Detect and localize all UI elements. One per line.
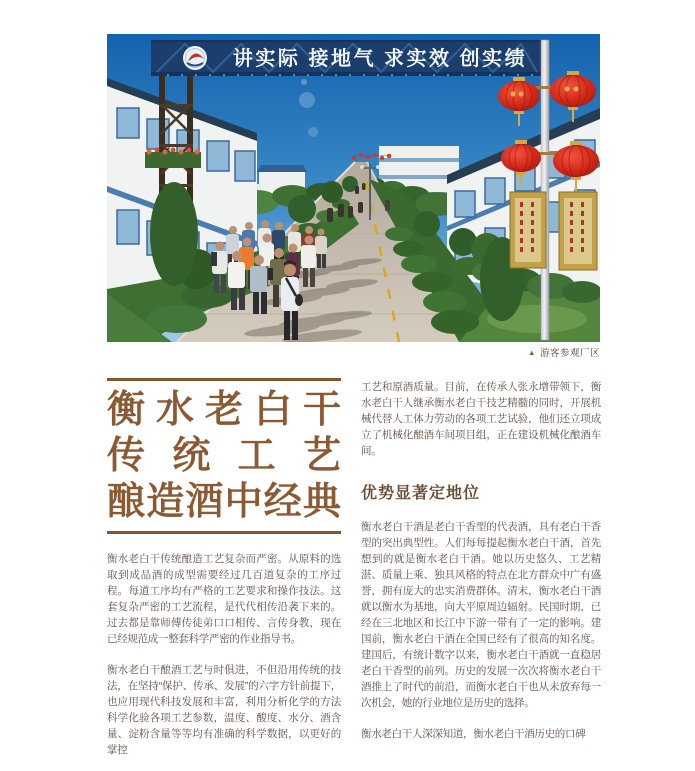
title-rule-top (107, 378, 341, 381)
title-line-3: 酿造酒中经典 (107, 481, 341, 523)
right-paragraph-top: 工艺和原酒质量。目前，在传承人张永增带领下，衡水老白干人继承衡水老白干技艺精髓的同时，开展机械代替人工体力劳动的各项工艺试验，他们还立项成立了机械化酿酒车间项目组，正在建设机械化酿酒车间。 (361, 381, 601, 457)
caption-triangle-icon: ▲ (528, 348, 536, 357)
title-rule-bottom (107, 531, 341, 534)
left-paragraph-1: 衡水老白干传统酿造工艺复杂而严密。从原料的选取到成品酒的成型需要经过几百道复杂的工序过程。每道工序均有严格的工艺要求和操作技法。这套复杂严密的工艺流程，是代代相传沿袭下来的。过去都是靠师傅传徒弟口口相传、言传身教，现在已经规范成一整套科学严密的作业指导书。 (107, 553, 341, 645)
tower-ivy (150, 182, 198, 286)
right-paragraph-2: 衡水老白干人深深知道，衡水老白干酒历史的口碑 (361, 728, 586, 740)
factory-photo-illustration (107, 34, 600, 342)
left-column (107, 378, 341, 758)
title-line-2: 传统工艺 (107, 435, 341, 477)
gate-logo-icon (183, 46, 207, 70)
right-paragraph-1: 衡水老白干酒是老白干香型的代表酒，具有老白干香型的突出典型性。人们每每提起衡水老白干酒，首先想到的就是衡水老白干酒。她以历史悠久、工艺精湛、质量上乘、独具风格的特点在北方群众中广有盛誉，拥有庞大的忠实消费群体。清末，衡水老白干酒就以衡水为基地，向大平原周边辐射。民国时期，已经在三北地区和长江中下游一带有了一定的影响。建国前，衡水老白干酒在全国已经有了很高的知名度。建国后，有统计数字以来，衡水老白干酒就一直稳居老白干香型的前列。历史的发展一次次将衡水老白干酒推上了时代的前沿，而衡水老白干也从未放弃每一次机会，她的行业地位是历史的选择。 (361, 521, 601, 709)
left-paragraph-2: 衡水老白干酿酒工艺与时俱进，不但沿用传统的技法，在坚持“保护、传承、发展”的六字方针前提下，也应用现代科技发展和丰富，利用分析化学的方法科学化验各项工艺参数，温度、酸度、水分、酒含量、淀粉含量等等均有准确的科学数据，以更好的掌控 (107, 664, 341, 756)
gate-banner (151, 40, 543, 76)
right-column (361, 376, 601, 742)
factory-photo (107, 34, 600, 342)
photo-caption-text: 游客参观厂区 (539, 348, 600, 359)
section-subheading: 优势显著定地位 (361, 485, 481, 502)
article-title (107, 387, 341, 525)
title-line-1: 衡水老白干 (107, 389, 341, 431)
visitors-near-row (228, 248, 287, 314)
photo-caption (107, 345, 600, 359)
flower-box (145, 152, 201, 168)
gate-banner-text: 讲实际 接地气 求实效 创实绩 (232, 48, 528, 70)
